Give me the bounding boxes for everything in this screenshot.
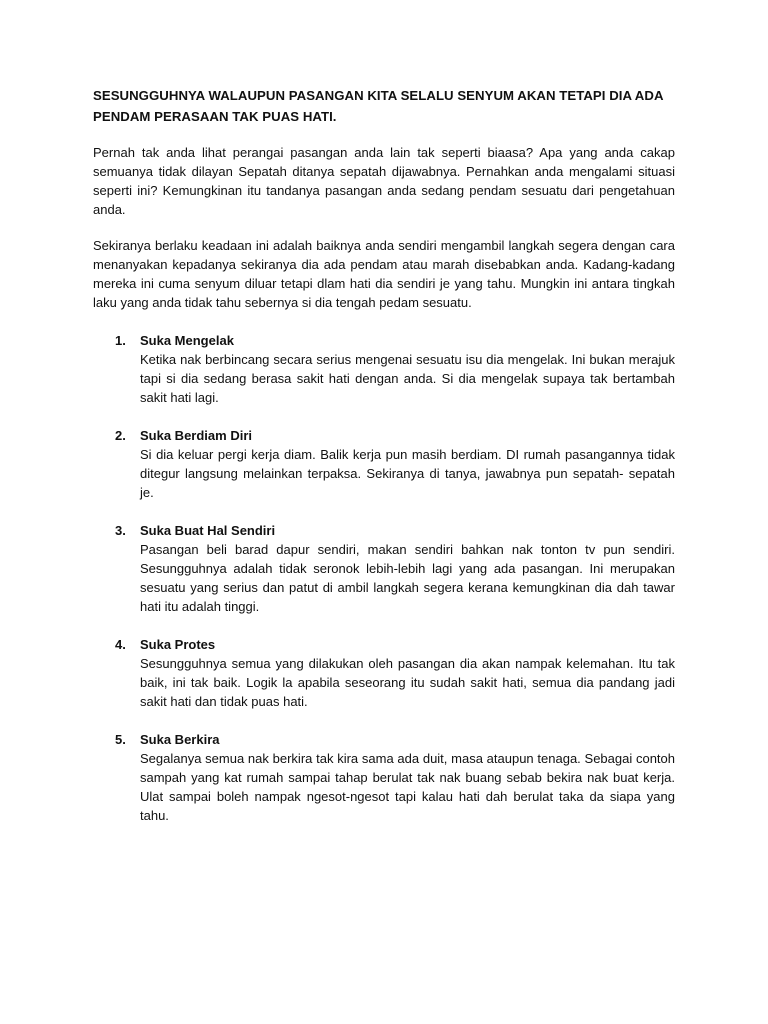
list-item-body: Si dia keluar pergi kerja diam. Balik kerja pun masih berdiam. DI rumah pasangannya tidak ditegur langsung melainkan terpaksa. Sekiranya di tanya, jawabnya pun sepatah- sepatah je.: [140, 447, 675, 500]
list-item-title: Suka Mengelak: [140, 333, 234, 348]
numbered-list: [93, 331, 675, 825]
second-paragraph: Sekiranya berlaku keadaan ini adalah baiknya anda sendiri mengambil langkah segera dengan cara menanyakan kepadanya sekiranya dia ada pendam atau marah disebabkan anda. Kadang-kadang mereka ini cuma senyum diluar tetapi dlam hati dia sendiri je yang tahu. Mungkin ini antara tingkah laku yang anda tidak tahu sebernya si dia tengah pedam sesuatu.: [93, 238, 675, 310]
list-item: [93, 730, 675, 825]
list-item-body: Sesungguhnya semua yang dilakukan oleh pasangan dia akan nampak kelemahan. Itu tak baik, ini tak baik. Logik la apabila seseorang itu sudah sakit hati, semua dia pandang jadi sakit hati dan tidak puas hati.: [140, 656, 675, 709]
list-item: [93, 521, 675, 616]
list-item-body: Pasangan beli barad dapur sendiri, makan sendiri bahkan nak tonton tv pun sendiri. Sesungguhnya adalah tidak seronok lebih-lebih lagi yang ada pasangan. Ini merupakan sesuatu yang serius dan patut di ambil langkah segera kerana kemungkinan dia dah tawar hati itu adalah tinggi.: [140, 542, 675, 614]
list-item-number: 1.: [115, 333, 126, 348]
document-page: [93, 85, 675, 844]
list-item-title: Suka Berkira: [140, 732, 220, 747]
document-title: SESUNGGUHNYA WALAUPUN PASANGAN KITA SELALU SENYUM AKAN TETAPI DIA ADA PENDAM PERASAAN TAK PUAS HATI.: [93, 88, 664, 124]
list-item: [93, 426, 675, 502]
list-item-number: 4.: [115, 637, 126, 652]
list-item: [93, 635, 675, 711]
list-item-title: Suka Buat Hal Sendiri: [140, 523, 276, 538]
list-item-body: Segalanya semua nak berkira tak kira sama ada duit, masa ataupun tenaga. Sebagai contoh sampah yang kat rumah sampai tahap berulat tak nak buang sebab bekira nak buat kerja. Ulat sampai boleh nampak ngesot-ngesot tapi kalau hati dah berulat taka da siapa yang tahu.: [140, 751, 675, 823]
list-item-number: 3.: [115, 523, 126, 538]
list-item: [93, 331, 675, 407]
list-item-title: Suka Protes: [140, 637, 216, 652]
list-item-number: 2.: [115, 428, 126, 443]
list-item-body: Ketika nak berbincang secara serius mengenai sesuatu isu dia mengelak. Ini bukan merajuk tapi si dia sedang berasa sakit hati dengan anda. Si dia mengelak supaya tak bertambah sakit hati lagi.: [140, 352, 675, 405]
list-item-title: Suka Berdiam Diri: [140, 428, 252, 443]
list-item-number: 5.: [115, 732, 126, 747]
intro-paragraph: Pernah tak anda lihat perangai pasangan anda lain tak seperti biaasa? Apa yang anda cakap semuanya tidak dilayan Sepatah ditanya sepatah dijawabnya. Pernahkan anda mengalami situasi seperti ini? Kemungkinan itu tandanya pasangan anda sedang pendam sesuatu dari pengetahuan anda.: [93, 145, 675, 217]
